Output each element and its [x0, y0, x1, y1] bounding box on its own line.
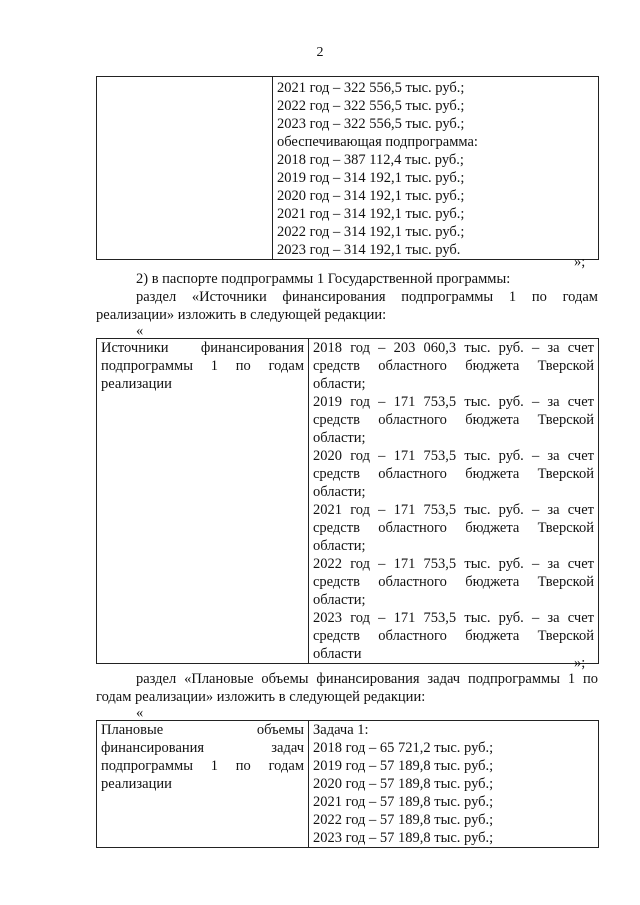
left-cell-empty — [97, 77, 273, 260]
paragraph-sources-section: раздел «Источники финансирования подпрограммы 1 по годам реализации» изложить в следующей редакции: — [96, 289, 598, 323]
sources-entry: 2022 год – 171 753,5 тыс. руб. – за счет средств областного бюджета Тверской области; — [313, 556, 594, 608]
planned-right-cell — [309, 721, 599, 848]
funding-line: 2018 год – 387 112,4 тыс. руб.; — [277, 152, 464, 168]
sources-entry: 2019 год – 171 753,5 тыс. руб. – за счет средств областного бюджета Тверской области; — [313, 394, 594, 446]
continuation-table — [96, 76, 599, 260]
funding-line: 2023 год – 322 556,5 тыс. руб.; — [277, 116, 465, 132]
opening-quote-2: « — [136, 705, 144, 721]
funding-line: 2020 год – 314 192,1 тыс. руб.; — [277, 188, 465, 204]
funding-line: 2021 год – 314 192,1 тыс. руб.; — [277, 206, 465, 222]
funding-line: обеспечивающая подпрограмма: — [277, 134, 478, 150]
planned-line: 2022 год – 57 189,8 тыс. руб.; — [313, 812, 494, 828]
sources-entry: 2020 год – 171 753,5 тыс. руб. – за счет средств областного бюджета Тверской области; — [313, 448, 594, 500]
paragraph-passport: 2) в паспорте подпрограммы 1 Государственной программы: — [136, 271, 511, 287]
funding-line: 2022 год – 322 556,5 тыс. руб.; — [277, 98, 465, 114]
planned-line: 2023 год – 57 189,8 тыс. руб.; — [313, 830, 494, 846]
page-number: 2 — [316, 45, 324, 60]
closing-quote-1: »; — [574, 254, 586, 270]
planned-left-cell: Плановые объемы финансирования задач подпрограммы 1 по годам реализации — [97, 721, 309, 848]
funding-line: 2022 год – 314 192,1 тыс. руб.; — [277, 224, 465, 240]
sources-entry: 2021 год – 171 753,5 тыс. руб. – за счет средств областного бюджета Тверской области; — [313, 502, 594, 554]
planned-line: 2020 год – 57 189,8 тыс. руб.; — [313, 776, 494, 792]
sources-right-cell — [309, 339, 599, 664]
sources-table — [96, 338, 599, 664]
funding-line: 2023 год – 314 192,1 тыс. руб. — [277, 242, 461, 258]
closing-quote-2: »; — [574, 655, 586, 671]
funding-lines-cell — [273, 77, 599, 260]
planned-line: Задача 1: — [313, 722, 369, 738]
sources-entry: 2018 год – 203 060,3 тыс. руб. – за счет средств областного бюджета Тверской области; — [313, 340, 594, 392]
funding-line: 2021 год – 322 556,5 тыс. руб.; — [277, 80, 465, 96]
opening-quote-1: « — [136, 323, 144, 339]
planned-line: 2018 год – 65 721,2 тыс. руб.; — [313, 740, 494, 756]
sources-left-cell: Источники финансирования подпрограммы 1 по годам реализации — [97, 339, 309, 664]
funding-line: 2019 год – 314 192,1 тыс. руб.; — [277, 170, 465, 186]
sources-entry: 2023 год – 171 753,5 тыс. руб. – за счет средств областного бюджета Тверской области — [313, 610, 594, 662]
planned-line: 2021 год – 57 189,8 тыс. руб.; — [313, 794, 494, 810]
paragraph-planned-volumes: раздел «Плановые объемы финансирования задач подпрограммы 1 по годам реализации» изложить в следующей редакции: — [96, 671, 598, 705]
planned-line: 2019 год – 57 189,8 тыс. руб.; — [313, 758, 494, 774]
planned-volumes-table — [96, 720, 599, 848]
